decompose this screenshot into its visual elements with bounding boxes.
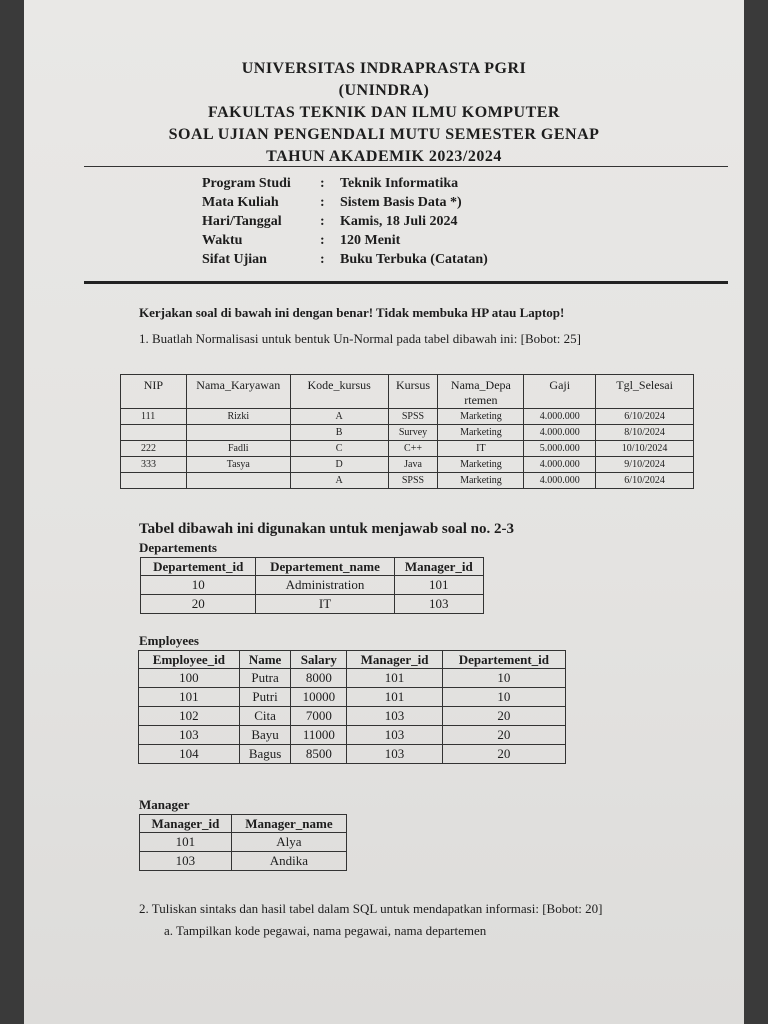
employees-table	[138, 650, 566, 764]
header-divider	[84, 166, 728, 167]
table-row	[121, 409, 694, 425]
cell: IT	[438, 441, 524, 457]
cell: 10	[442, 688, 565, 707]
info-row	[202, 231, 488, 250]
cell: C	[290, 441, 388, 457]
col-header: Employee_id	[139, 651, 240, 669]
info-value: Buku Terbuka (Catatan)	[340, 251, 488, 267]
exam-paper	[24, 0, 744, 1024]
table-row	[121, 473, 694, 489]
cell: Marketing	[438, 473, 524, 489]
faculty-name: FAKULTAS TEKNIK DAN ILMU KOMPUTER	[208, 104, 560, 121]
col-header: Manager_name	[231, 815, 346, 833]
col-header: Nama_Karyawan	[186, 375, 290, 409]
cell: Tasya	[186, 457, 290, 473]
university-abbr: (UNINDRA)	[338, 82, 430, 99]
unnormal-table	[120, 374, 694, 489]
cell: Andika	[231, 852, 346, 871]
cell: 103	[394, 595, 483, 614]
info-colon: :	[320, 232, 325, 248]
cell	[186, 425, 290, 441]
table-header-row	[141, 558, 484, 576]
cell: 10000	[291, 688, 347, 707]
cell: 20	[442, 726, 565, 745]
info-divider	[84, 281, 728, 284]
cell: 20	[442, 745, 565, 764]
cell: Putri	[239, 688, 291, 707]
cell: 101	[139, 688, 240, 707]
cell: 8500	[291, 745, 347, 764]
cell: 9/10/2024	[596, 457, 694, 473]
table-row	[141, 576, 484, 595]
cell: Cita	[239, 707, 291, 726]
table-row	[140, 833, 347, 852]
cell: 103	[139, 726, 240, 745]
university-name: UNIVERSITAS INDRAPRASTA PGRI	[241, 60, 527, 77]
info-row	[202, 174, 488, 193]
info-colon: :	[320, 251, 325, 267]
cell: Java	[388, 457, 438, 473]
cell: Marketing	[438, 457, 524, 473]
col-header: Manager_id	[347, 651, 442, 669]
col-header: Manager_id	[394, 558, 483, 576]
cell: 4.000.000	[524, 473, 596, 489]
info-row	[202, 212, 488, 231]
tables-caption: Tabel dibawah ini digunakan untuk menjawab soal no. 2-3	[139, 521, 514, 537]
col-header: Departement_id	[442, 651, 565, 669]
col-header: Gaji	[524, 375, 596, 409]
col-header: Tgl_Selesai	[596, 375, 694, 409]
col-header: Departement_id	[141, 558, 256, 576]
cell: Putra	[239, 669, 291, 688]
question-1: 1. Buatlah Normalisasi untuk bentuk Un-Normal pada tabel dibawah ini: [Bobot: 25]	[139, 331, 581, 346]
cell: 104	[139, 745, 240, 764]
manager-table	[139, 814, 347, 871]
info-colon: :	[320, 213, 325, 229]
cell: Survey	[388, 425, 438, 441]
cell: A	[290, 409, 388, 425]
cell: B	[290, 425, 388, 441]
table-row	[121, 425, 694, 441]
cell: 7000	[291, 707, 347, 726]
info-colon: :	[320, 175, 325, 191]
cell: 20	[141, 595, 256, 614]
cell: Alya	[231, 833, 346, 852]
info-value: Teknik Informatika	[340, 175, 459, 191]
cell: 103	[140, 852, 232, 871]
cell: 333	[121, 457, 187, 473]
cell: 4.000.000	[524, 457, 596, 473]
cell: 8000	[291, 669, 347, 688]
info-value: Sistem Basis Data *)	[340, 194, 462, 210]
info-label: Sifat Ujian	[202, 251, 267, 267]
cell: 5.000.000	[524, 441, 596, 457]
info-label: Program Studi	[202, 175, 291, 191]
exam-info	[202, 174, 488, 269]
cell	[121, 425, 187, 441]
cell: 103	[347, 707, 442, 726]
cell: Fadli	[186, 441, 290, 457]
info-value: 120 Menit	[340, 232, 401, 248]
cell: Bayu	[239, 726, 291, 745]
cell: SPSS	[388, 409, 438, 425]
question-2a: a. Tampilkan kode pegawai, nama pegawai, nama departemen	[164, 923, 487, 938]
cell: Bagus	[239, 745, 291, 764]
cell: Marketing	[438, 409, 524, 425]
employees-caption: Employees	[139, 633, 199, 648]
cell: Administration	[256, 576, 394, 595]
question-2: 2. Tuliskan sintaks dan hasil tabel dalam SQL untuk mendapatkan informasi: [Bobot: 20]	[139, 901, 603, 916]
cell: Rizki	[186, 409, 290, 425]
table-row	[139, 669, 566, 688]
cell: 111	[121, 409, 187, 425]
cell: C++	[388, 441, 438, 457]
info-colon: :	[320, 194, 325, 210]
cell: A	[290, 473, 388, 489]
departements-table	[140, 557, 484, 614]
exam-header	[24, 58, 744, 168]
info-label: Waktu	[202, 232, 243, 248]
table-header-row	[121, 375, 694, 409]
info-label: Mata Kuliah	[202, 194, 279, 210]
col-header: Kode_kursus	[290, 375, 388, 409]
cell: SPSS	[388, 473, 438, 489]
table-row	[121, 441, 694, 457]
cell	[121, 473, 187, 489]
table-row	[139, 688, 566, 707]
instruction-text: Kerjakan soal di bawah ini dengan benar! Tidak membuka HP atau Laptop!	[139, 305, 565, 320]
cell: 222	[121, 441, 187, 457]
cell: 103	[347, 726, 442, 745]
cell: 10	[141, 576, 256, 595]
table-row	[139, 745, 566, 764]
table-row	[139, 726, 566, 745]
cell: D	[290, 457, 388, 473]
table-header-row	[140, 815, 347, 833]
cell: 8/10/2024	[596, 425, 694, 441]
exam-title: SOAL UJIAN PENGENDALI MUTU SEMESTER GENAP	[168, 126, 600, 143]
table-row	[140, 852, 347, 871]
cell: 101	[140, 833, 232, 852]
col-header: Name	[239, 651, 291, 669]
table-row	[121, 457, 694, 473]
cell: 6/10/2024	[596, 409, 694, 425]
info-label: Hari/Tanggal	[202, 213, 282, 229]
col-header: Kursus	[388, 375, 438, 409]
cell: 10	[442, 669, 565, 688]
cell: IT	[256, 595, 394, 614]
info-row	[202, 193, 488, 212]
cell: 101	[394, 576, 483, 595]
col-header: Salary	[291, 651, 347, 669]
departements-caption: Departements	[139, 540, 217, 555]
academic-year: TAHUN AKADEMIK 2023/2024	[266, 148, 502, 165]
col-header: Manager_id	[140, 815, 232, 833]
info-value: Kamis, 18 Juli 2024	[340, 213, 458, 229]
table-header-row	[139, 651, 566, 669]
col-header: Nama_Depa rtemen	[438, 375, 524, 409]
manager-caption: Manager	[139, 797, 190, 812]
cell: 101	[347, 688, 442, 707]
table-row	[141, 595, 484, 614]
cell: 4.000.000	[524, 409, 596, 425]
cell: Marketing	[438, 425, 524, 441]
cell: 101	[347, 669, 442, 688]
cell: 6/10/2024	[596, 473, 694, 489]
col-header: NIP	[121, 375, 187, 409]
info-row	[202, 250, 488, 269]
cell: 100	[139, 669, 240, 688]
cell: 10/10/2024	[596, 441, 694, 457]
table-row	[139, 707, 566, 726]
cell: 11000	[291, 726, 347, 745]
cell: 20	[442, 707, 565, 726]
cell: 103	[347, 745, 442, 764]
col-header: Departement_name	[256, 558, 394, 576]
cell	[186, 473, 290, 489]
cell: 4.000.000	[524, 425, 596, 441]
cell: 102	[139, 707, 240, 726]
